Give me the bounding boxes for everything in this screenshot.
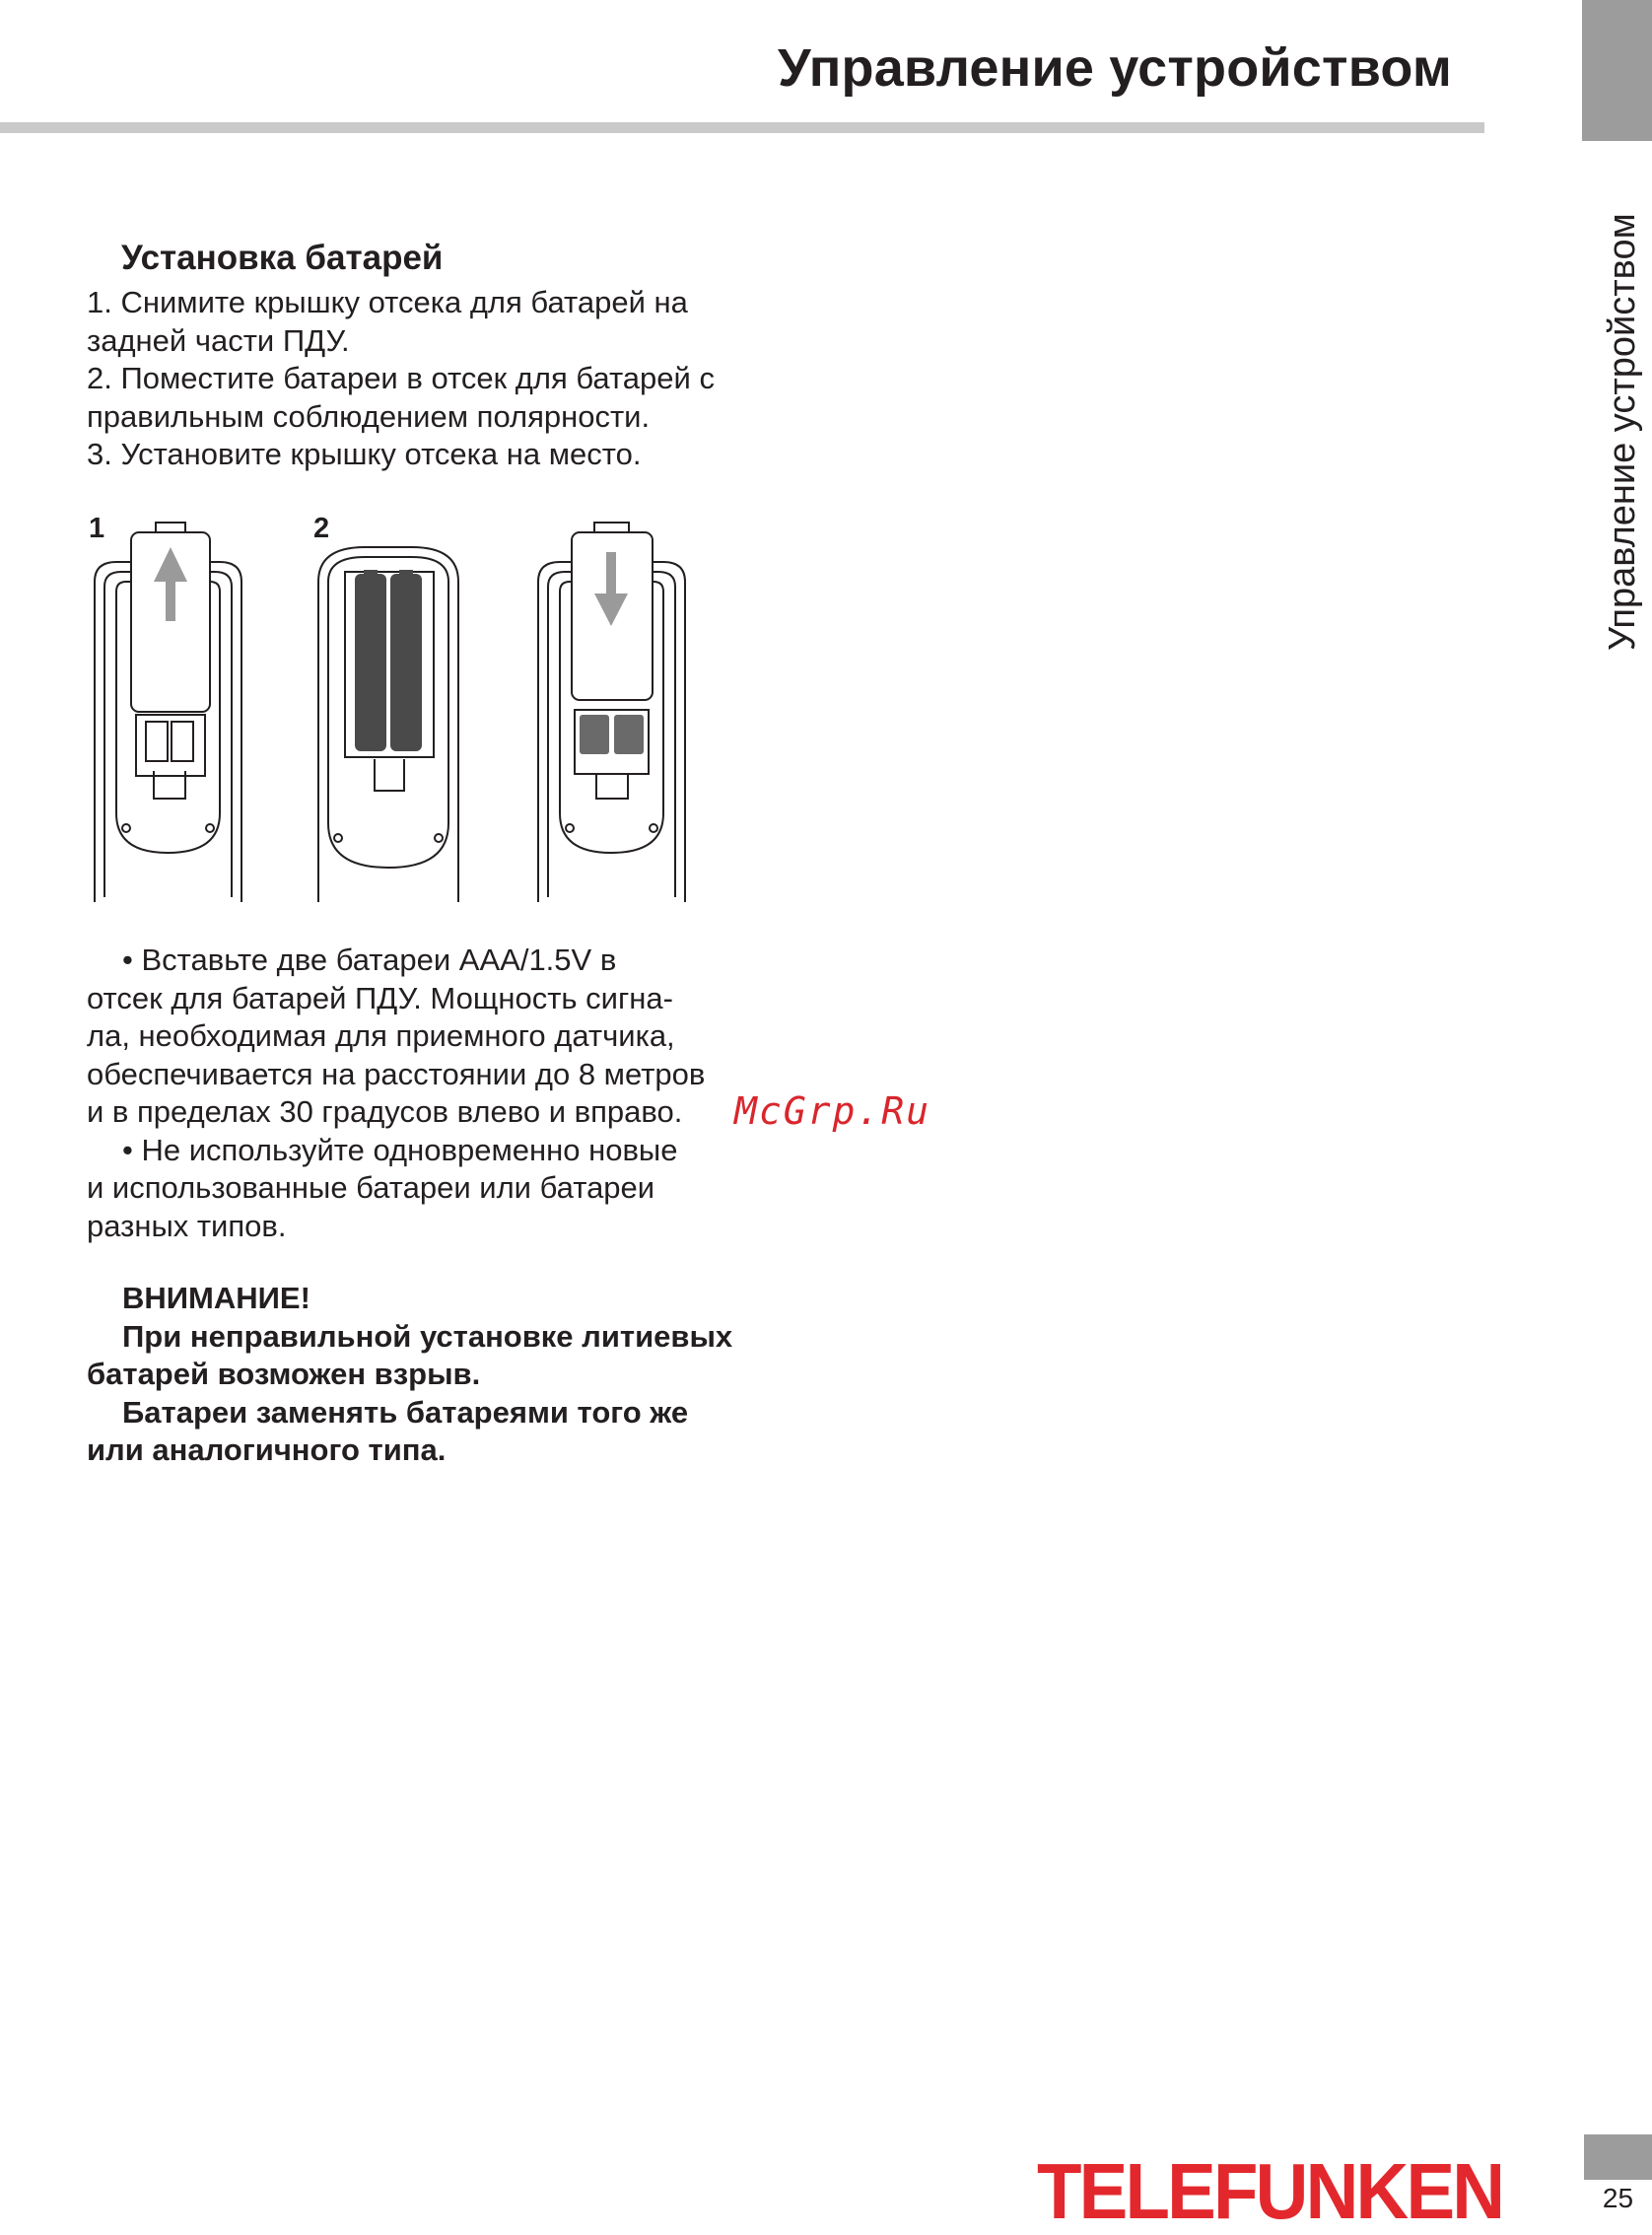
- note-line: • Не используйте одновременно новые: [122, 1132, 678, 1167]
- note-line: • Вставьте две батареи AAA/1.5V в: [122, 943, 617, 977]
- battery-notes: [87, 942, 777, 1245]
- battery-left-icon: [355, 574, 386, 751]
- warning-block: [87, 1280, 796, 1470]
- step-line: задней части ПДУ.: [87, 322, 350, 358]
- step-line: 1. Снимите крышку отсека для батарей на: [87, 285, 688, 319]
- note-line: обеспечивается на расстоянии до 8 метров: [87, 1056, 706, 1091]
- note-line: отсек для батарей ПДУ. Мощность сигна-: [87, 980, 673, 1015]
- warning-heading: ВНИМАНИЕ!: [122, 1281, 310, 1315]
- remote-batteries-illustration: [318, 547, 458, 902]
- section-title: Установка батарей: [121, 239, 444, 277]
- figure-label-2: 2: [313, 513, 330, 544]
- battery-installation-section: [87, 239, 777, 474]
- note-line: разных типов.: [87, 1208, 287, 1243]
- step-line: 3. Установите крышку отсека на место.: [87, 437, 642, 471]
- battery-end-minus-icon: [614, 715, 644, 754]
- header-rule: [0, 122, 1484, 133]
- brand-logo: TELEFUNKEN: [1037, 2147, 1503, 2235]
- warning-line: или аналогичного типа.: [87, 1432, 447, 1467]
- step-line: 2. Поместите батареи в отсек для батарей с: [87, 361, 715, 395]
- side-tab-marker: [1582, 0, 1652, 141]
- battery-right-icon: [390, 574, 422, 751]
- step-line: правильным соблюдением полярности.: [87, 398, 651, 434]
- watermark-link[interactable]: McGrp.Ru: [734, 1089, 931, 1133]
- figure-label-1: 1: [89, 513, 105, 544]
- battery-installation-figure: [87, 513, 698, 907]
- warning-line: При неправильной установке литиевых: [122, 1318, 733, 1354]
- battery-end-plus-icon: [580, 715, 609, 754]
- page-number: 25: [1602, 2183, 1634, 2213]
- page-number-tab: [1584, 2134, 1652, 2180]
- warning-line: Батареи заменять батареями того же: [122, 1394, 689, 1430]
- note-line: и использованные батареи или батареи: [87, 1170, 655, 1205]
- page-title: Управление устройством: [777, 38, 1452, 98]
- side-section-label: Управление устройством: [1602, 213, 1643, 651]
- note-line: ла, необходимая для приемного датчика,: [87, 1018, 675, 1053]
- note-line: и в пределах 30 градусов влево и вправо.: [87, 1094, 683, 1129]
- remote-illustrations: [87, 513, 698, 907]
- warning-line: батарей возможен взрыв.: [87, 1357, 481, 1391]
